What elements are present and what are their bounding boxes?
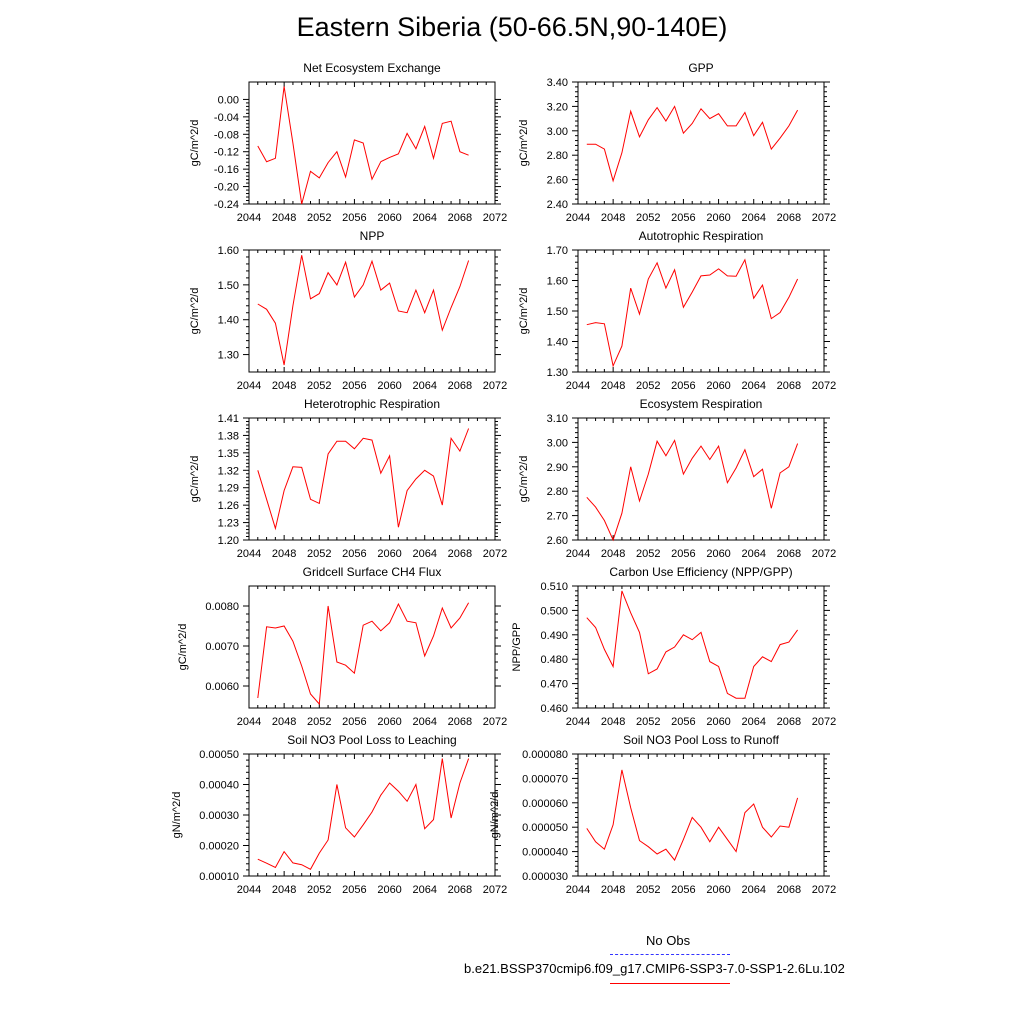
x-tick-label: 2052: [307, 212, 332, 224]
legend-label-model-run: b.e21.BSSP370cmip6.f09_g17.CMIP6-SSP3-7.0-SSP1-2.6Lu.102: [464, 961, 845, 976]
series-line: [258, 429, 469, 529]
x-tick-label: 2072: [482, 212, 508, 224]
x-tick-label: 2060: [706, 380, 731, 392]
y-axis-label: gC/m^2/d: [177, 623, 189, 671]
x-tick-label: 2048: [271, 212, 297, 224]
x-tick-label: 2052: [636, 548, 661, 560]
y-tick-label: 1.60: [217, 245, 239, 257]
x-tick-label: 2056: [671, 380, 696, 392]
x-tick-label: 2052: [307, 548, 332, 560]
x-tick-label: 2064: [412, 380, 437, 392]
panel-4: [518, 229, 836, 392]
x-tick-label: 2072: [811, 380, 837, 392]
series-line: [587, 591, 798, 698]
x-tick-label: 2064: [412, 716, 437, 728]
y-tick-label: 1.20: [217, 535, 239, 547]
series-line: [587, 770, 798, 860]
x-tick-label: 2048: [271, 548, 297, 560]
x-tick-label: 2048: [271, 380, 297, 392]
y-tick-label: 0.000060: [522, 797, 568, 810]
y-axis-label: NPP/GPP: [511, 622, 523, 672]
panel-title: GPP: [688, 61, 714, 75]
y-tick-label: 2.80: [546, 486, 568, 499]
y-tick-label: 3.00: [546, 437, 568, 450]
y-tick-label: 1.50: [217, 279, 239, 292]
x-tick-label: 2068: [776, 212, 802, 224]
y-tick-label: 0.00: [217, 94, 239, 107]
x-tick-label: 2056: [342, 716, 367, 728]
x-tick-label: 2048: [600, 548, 626, 560]
y-tick-label: 1.29: [217, 482, 239, 495]
y-tick-label: 2.70: [546, 510, 568, 523]
y-tick-label: 0.00020: [199, 840, 239, 853]
y-tick-label: -0.08: [213, 129, 239, 142]
series-line: [258, 603, 469, 704]
x-tick-label: 2068: [776, 548, 802, 560]
panel-title: Heterotrophic Respiration: [303, 397, 441, 411]
y-tick-label: 0.490: [540, 629, 568, 642]
x-tick-label: 2072: [482, 716, 508, 728]
x-tick-label: 2056: [671, 212, 696, 224]
series-line: [258, 759, 469, 870]
y-tick-label: -0.04: [213, 111, 239, 124]
plot-frame: [249, 754, 495, 876]
plot-frame: [578, 82, 824, 204]
x-tick-label: 2068: [776, 884, 802, 896]
x-tick-label: 2064: [741, 548, 766, 560]
y-tick-label: 0.00050: [199, 749, 239, 761]
legend-line-no-obs: [610, 954, 730, 955]
x-tick-label: 2060: [706, 212, 731, 224]
x-tick-label: 2060: [706, 548, 731, 560]
x-tick-label: 2064: [412, 884, 437, 896]
series-line: [258, 255, 469, 365]
panel-title: Net Ecosystem Exchange: [303, 61, 441, 75]
plot-frame: [578, 250, 824, 372]
y-tick-label: 0.000050: [522, 822, 568, 835]
y-tick-label: 0.000080: [522, 749, 568, 761]
x-tick-label: 2056: [342, 212, 367, 224]
y-tick-label: 1.30: [546, 367, 568, 379]
panel-title: Gridcell Surface CH4 Flux: [302, 565, 442, 579]
legend-line-model-run: [610, 983, 730, 984]
x-tick-label: 2052: [307, 380, 332, 392]
x-tick-label: 2052: [307, 884, 332, 896]
y-tick-label: -0.12: [213, 146, 239, 159]
x-tick-label: 2052: [636, 884, 661, 896]
x-tick-label: 2072: [811, 884, 837, 896]
x-tick-label: 2056: [671, 716, 696, 728]
y-tick-label: 1.41: [217, 413, 239, 425]
panel-title: Autotrophic Respiration: [638, 229, 764, 243]
x-tick-label: 2048: [600, 884, 626, 896]
x-tick-label: 2060: [377, 716, 402, 728]
y-tick-label: 0.500: [540, 605, 568, 618]
y-tick-label: -0.16: [213, 164, 239, 177]
x-tick-label: 2048: [600, 212, 626, 224]
x-tick-label: 2056: [342, 548, 367, 560]
y-tick-label: 1.26: [217, 500, 239, 513]
panel-6: [518, 397, 836, 560]
y-tick-label: 2.60: [546, 535, 568, 547]
panel-title: Carbon Use Efficiency (NPP/GPP): [609, 565, 793, 579]
x-tick-label: 2044: [565, 716, 591, 728]
y-tick-label: 2.90: [546, 461, 568, 474]
x-tick-label: 2072: [811, 548, 837, 560]
panel-3: [189, 229, 507, 392]
panel-7: [177, 565, 507, 728]
y-tick-label: 1.40: [217, 314, 239, 327]
x-tick-label: 2068: [447, 548, 473, 560]
x-tick-label: 2044: [236, 380, 262, 392]
y-tick-label: 1.30: [217, 349, 239, 362]
x-tick-label: 2044: [565, 380, 591, 392]
y-tick-label: 2.80: [546, 150, 568, 163]
x-tick-label: 2068: [776, 716, 802, 728]
panel-title: NPP: [359, 229, 385, 243]
y-tick-label: 2.60: [546, 174, 568, 187]
x-tick-label: 2048: [271, 884, 297, 896]
x-tick-label: 2060: [706, 884, 731, 896]
y-tick-label: 3.40: [546, 77, 568, 89]
y-tick-label: 0.00010: [199, 871, 239, 883]
x-tick-label: 2052: [636, 380, 661, 392]
x-tick-label: 2044: [565, 548, 591, 560]
legend-label-no-obs: No Obs: [646, 933, 691, 948]
y-tick-label: 0.0060: [205, 681, 239, 693]
x-tick-label: 2064: [412, 548, 437, 560]
y-tick-label: 0.510: [540, 581, 568, 593]
x-tick-label: 2072: [482, 548, 508, 560]
panel-10: [489, 733, 836, 896]
y-tick-label: 1.40: [546, 336, 568, 349]
x-tick-label: 2044: [236, 212, 262, 224]
y-tick-label: -0.24: [213, 199, 239, 211]
x-tick-label: 2044: [236, 716, 262, 728]
y-tick-label: 0.000030: [522, 871, 568, 883]
y-tick-label: 1.32: [217, 465, 239, 478]
y-tick-label: 0.000070: [522, 773, 568, 786]
y-tick-label: -0.20: [213, 181, 239, 194]
x-tick-label: 2060: [706, 716, 731, 728]
plot-frame: [578, 418, 824, 540]
series-line: [587, 260, 798, 366]
x-tick-label: 2064: [741, 212, 766, 224]
y-tick-label: 0.00040: [199, 779, 239, 792]
y-tick-label: 0.470: [540, 678, 568, 691]
x-tick-label: 2060: [377, 548, 402, 560]
plot-frame: [249, 586, 495, 708]
x-tick-label: 2060: [377, 380, 402, 392]
x-tick-label: 2056: [671, 548, 696, 560]
y-tick-label: 0.000040: [522, 846, 568, 859]
panel-5: [189, 397, 507, 560]
x-tick-label: 2068: [447, 884, 473, 896]
x-tick-label: 2064: [741, 716, 766, 728]
y-tick-label: 1.23: [217, 517, 239, 530]
y-tick-label: 0.00030: [199, 810, 239, 822]
x-tick-label: 2064: [412, 212, 437, 224]
y-axis-label: gN/m^2/d: [171, 791, 183, 839]
x-tick-label: 2072: [482, 884, 508, 896]
x-tick-label: 2060: [377, 884, 402, 896]
x-tick-label: 2044: [236, 884, 262, 896]
panel-9: [171, 733, 507, 896]
x-tick-label: 2044: [565, 212, 591, 224]
x-tick-label: 2068: [447, 716, 473, 728]
x-tick-label: 2044: [236, 548, 262, 560]
x-tick-label: 2052: [307, 716, 332, 728]
y-tick-label: 1.38: [217, 430, 239, 443]
panel-title: Ecosystem Respiration: [639, 397, 763, 411]
panel-title: Soil NO3 Pool Loss to Runoff: [623, 733, 779, 747]
y-tick-label: 3.10: [546, 413, 568, 425]
x-tick-label: 2048: [271, 716, 297, 728]
y-axis-label: gC/m^2/d: [518, 455, 530, 503]
y-tick-label: 1.50: [546, 306, 568, 318]
x-tick-label: 2068: [776, 380, 802, 392]
y-axis-label: gC/m^2/d: [518, 287, 530, 335]
series-line: [258, 86, 469, 204]
plot-frame: [249, 418, 495, 540]
x-tick-label: 2056: [342, 380, 367, 392]
x-tick-label: 2068: [447, 212, 473, 224]
x-tick-label: 2052: [636, 716, 661, 728]
series-line: [587, 440, 798, 540]
y-tick-label: 1.60: [546, 275, 568, 288]
panel-8: [511, 565, 836, 728]
y-tick-label: 0.480: [540, 654, 568, 667]
y-axis-label: gC/m^2/d: [189, 287, 201, 335]
series-line: [587, 106, 798, 180]
y-axis-label: gC/m^2/d: [518, 119, 530, 167]
y-tick-label: 0.460: [540, 703, 568, 715]
x-tick-label: 2056: [342, 884, 367, 896]
x-tick-label: 2048: [600, 716, 626, 728]
x-tick-label: 2044: [565, 884, 591, 896]
x-tick-label: 2052: [636, 212, 661, 224]
x-tick-label: 2048: [600, 380, 626, 392]
y-tick-label: 0.0070: [205, 641, 239, 653]
x-tick-label: 2072: [811, 716, 837, 728]
y-axis-label: gC/m^2/d: [189, 119, 201, 167]
x-tick-label: 2060: [377, 212, 402, 224]
y-axis-label: gN/m^2/d: [489, 791, 501, 839]
panel-2: [518, 61, 836, 224]
y-tick-label: 3.20: [546, 101, 568, 114]
figure-title: Eastern Siberia (50-66.5N,90-140E): [296, 12, 728, 42]
panel-title: Soil NO3 Pool Loss to Leaching: [287, 733, 457, 747]
y-axis-label: gC/m^2/d: [189, 455, 201, 503]
y-tick-label: 1.70: [546, 245, 568, 257]
x-tick-label: 2064: [741, 884, 766, 896]
x-tick-label: 2072: [482, 380, 508, 392]
y-tick-label: 3.00: [546, 125, 568, 138]
x-tick-label: 2068: [447, 380, 473, 392]
y-tick-label: 2.40: [546, 199, 568, 211]
x-tick-label: 2056: [671, 884, 696, 896]
x-tick-label: 2072: [811, 212, 837, 224]
y-tick-label: 0.0080: [205, 601, 239, 613]
panel-1: [189, 61, 507, 224]
y-tick-label: 1.35: [217, 447, 239, 460]
x-tick-label: 2064: [741, 380, 766, 392]
